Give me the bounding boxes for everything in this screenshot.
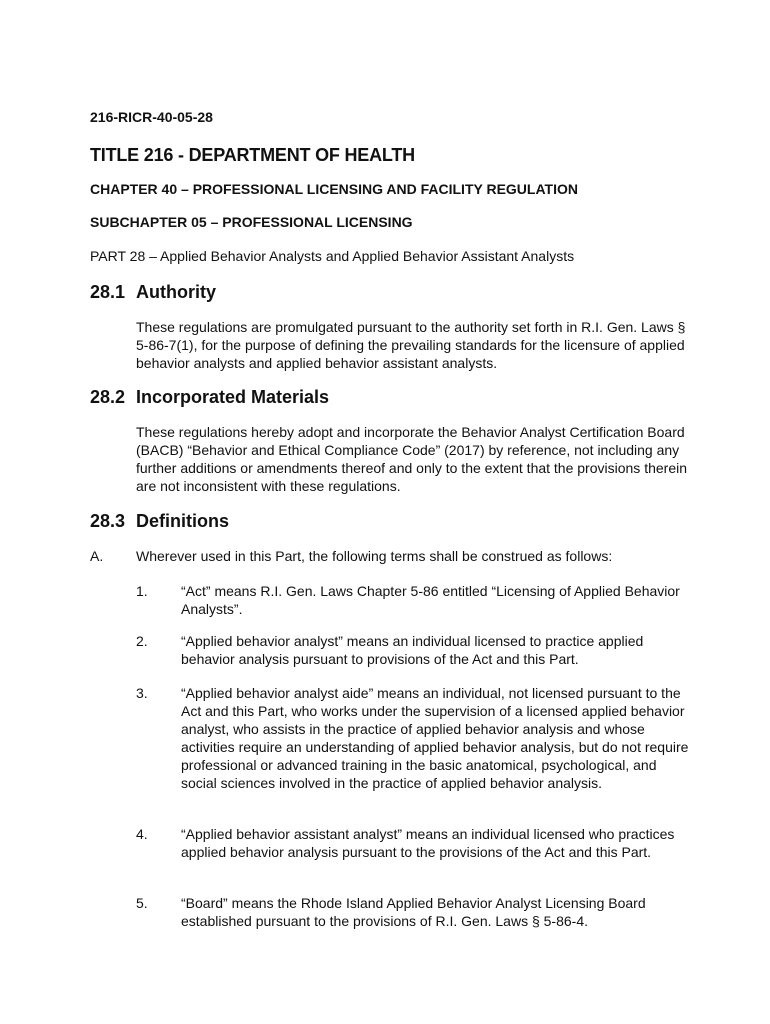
subsection-text: Wherever used in this Part, the following terms shall be construed as follows: (136, 548, 613, 564)
section-heading-incorporated-materials (90, 387, 329, 408)
chapter-heading: CHAPTER 40 – PROFESSIONAL LICENSING AND FACILITY REGULATION (90, 181, 578, 197)
definition-number: 5. (136, 895, 148, 911)
definition-text: “Applied behavior analyst aide” means an individual, not licensed pursuant to the Act and this Part, who works under the supervision of a licensed applied behavior analyst, who assists in the practice of applied behavior analysis and whose activities require an understanding of applied behavior analysis, but do not require professional or advanced training in the basic anatomical, psychological, and social sciences involved in the practice of applied behavior analysis. (181, 685, 689, 791)
section-title: Incorporated Materials (136, 387, 330, 407)
subsection-label: A. (90, 548, 104, 564)
definition-number: 3. (136, 685, 148, 701)
section-number: 28.2 (90, 387, 126, 407)
definition-text: “Act” means R.I. Gen. Laws Chapter 5-86 entitled “Licensing of Applied Behavior Analysts”. (181, 583, 680, 617)
definition-number: 2. (136, 633, 148, 649)
section-title: Authority (136, 282, 216, 302)
definition-text: “Applied behavior analyst” means an individual licensed to practice applied behavior analysis pursuant to provisions of the Act and this Part. (181, 633, 644, 667)
definition-number: 4. (136, 826, 148, 842)
part-heading: PART 28 – Applied Behavior Analysts and Applied Behavior Assistant Analysts (90, 248, 575, 264)
section-body-incorporated-materials: These regulations hereby adopt and incorporate the Behavior Analyst Certification Board (BACB) “Behavior and Ethical Compliance Code” (2017) by reference, not including any further additions or amendments thereof and only to the extent that the provisions therein are not inconsistent with these regulations. (136, 424, 687, 494)
section-body-authority: These regulations are promulgated pursuant to the authority set forth in R.I. Gen. Laws § 5-86-7(1), for the purpose of defining the prevailing standards for the licensure of applied behavior analysts and applied behavior assistant analysts. (136, 319, 686, 371)
section-number: 28.3 (90, 511, 126, 531)
definition-number: 1. (136, 583, 148, 599)
section-heading-definitions (90, 511, 229, 532)
definition-text: “Applied behavior assistant analyst” means an individual licensed who practices applied behavior analysis pursuant to the provisions of the Act and this Part. (181, 826, 675, 860)
section-title: Definitions (136, 511, 229, 531)
page-title: TITLE 216 - DEPARTMENT OF HEALTH (90, 145, 415, 165)
section-heading-authority (90, 282, 216, 303)
document-id: 216-RICR-40-05-28 (90, 109, 213, 125)
section-number: 28.1 (90, 282, 126, 302)
definition-text: “Board” means the Rhode Island Applied Behavior Analyst Licensing Board established pursuant to the provisions of R.I. Gen. Laws § 5-86-4. (181, 895, 646, 929)
subchapter-heading: SUBCHAPTER 05 – PROFESSIONAL LICENSING (90, 214, 413, 230)
